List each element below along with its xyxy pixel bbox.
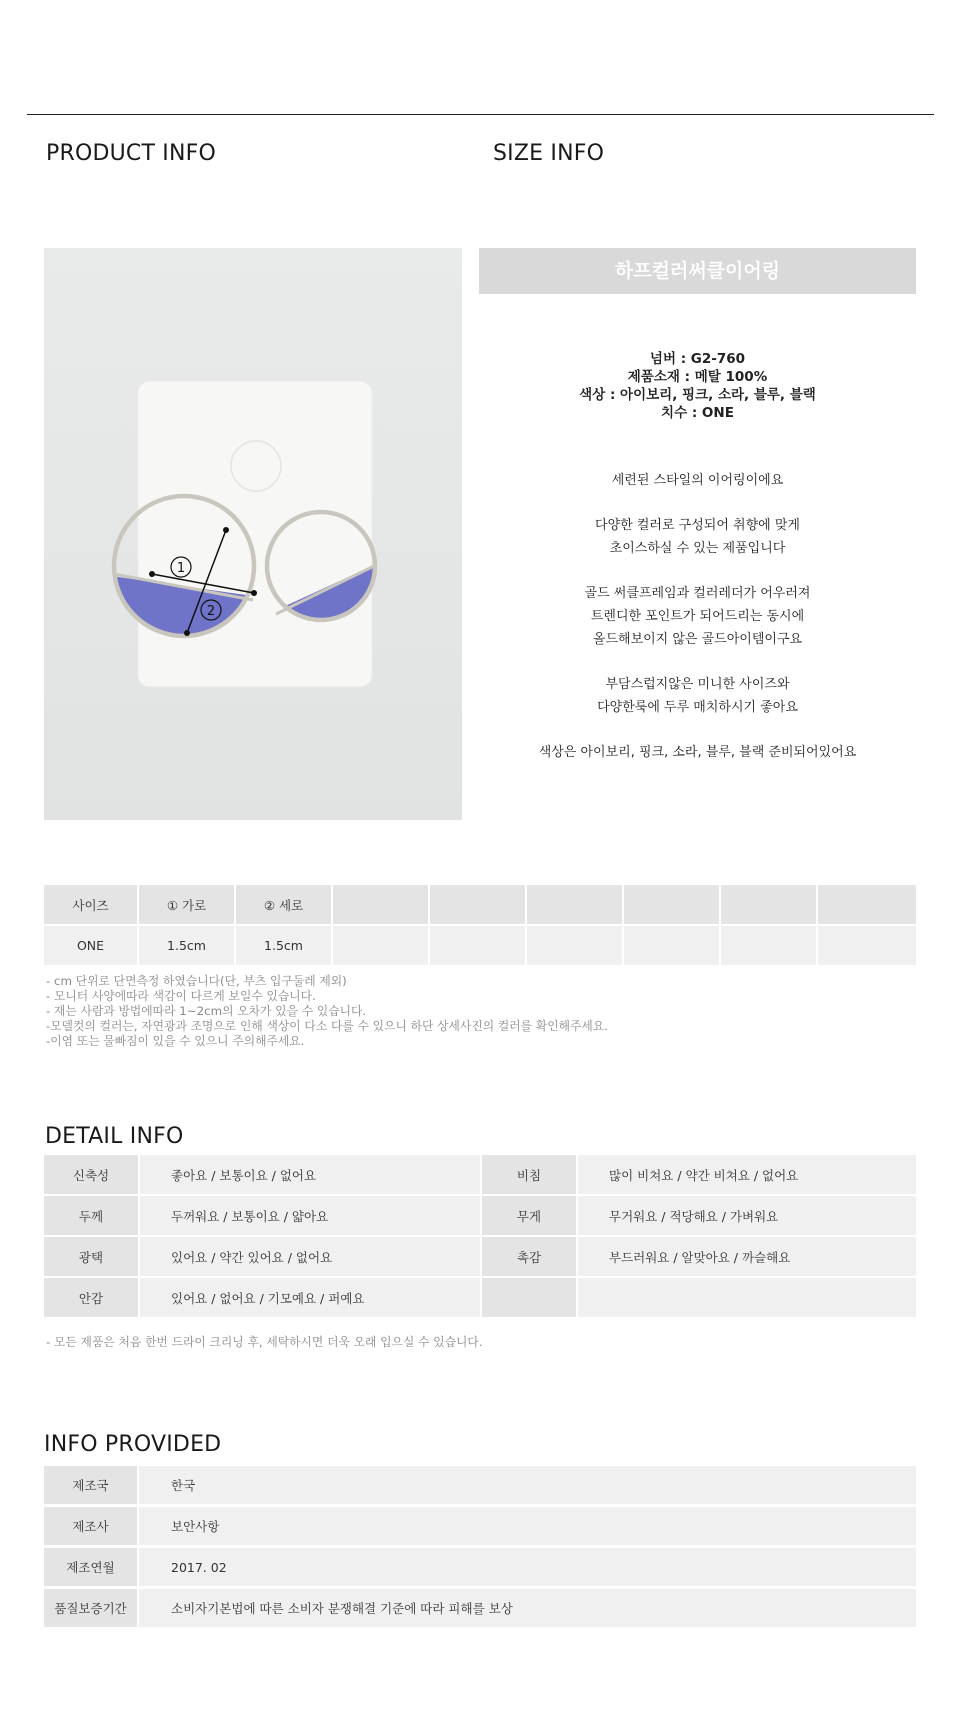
photo-marker-2: 2 <box>206 604 216 619</box>
detail-value: 무거워요 / 적당해요 / 가벼워요 <box>578 1195 916 1236</box>
size-cell: 1.5cm <box>138 925 235 966</box>
size-cell: ONE <box>44 925 138 966</box>
spec-material: 제품소재 : 메탈 100% <box>627 369 768 385</box>
size-header-cell <box>429 885 526 925</box>
detail-value: 부드러워요 / 알맞아요 / 까슬해요 <box>578 1236 916 1277</box>
description-paragraph <box>479 470 916 493</box>
table-row <box>44 1277 916 1318</box>
size-info-heading: SIZE INFO <box>493 141 605 166</box>
size-notes <box>46 974 906 1049</box>
note-line: -이염 또는 물빠짐이 있을 수 있으니 주의해주세요. <box>46 1034 305 1048</box>
description-line: 다양한룩에 두루 매치하시기 좋아요 <box>597 699 798 715</box>
note-line: - 모니터 사양에따라 색감이 다르게 보일수 있습니다. <box>46 989 316 1003</box>
earring-photo-icon <box>44 248 462 820</box>
table-row <box>44 1588 916 1629</box>
info-value: 보안사항 <box>139 1506 916 1547</box>
size-header-cell <box>817 885 916 925</box>
product-description <box>479 470 916 788</box>
table-row <box>44 1155 916 1195</box>
description-paragraph <box>479 742 916 765</box>
size-cell <box>623 925 720 966</box>
detail-key: 신축성 <box>44 1155 138 1195</box>
product-specs <box>479 350 916 422</box>
product-photo <box>44 248 462 820</box>
description-paragraph <box>479 515 916 560</box>
spec-size: 치수 : ONE <box>661 405 734 421</box>
table-row <box>44 1236 916 1277</box>
info-key: 제조국 <box>44 1466 137 1506</box>
table-row <box>44 925 916 966</box>
description-paragraph <box>479 583 916 651</box>
table-row <box>44 1195 916 1236</box>
size-cell <box>720 925 817 966</box>
info-table <box>44 1466 916 1630</box>
note-line: - cm 단위로 단면측정 하였습니다(단, 부츠 입구둘레 제외) <box>46 974 347 988</box>
size-cell <box>429 925 526 966</box>
size-header-cell: 사이즈 <box>44 885 138 925</box>
description-line: 트렌디한 포인트가 되어드리는 동시에 <box>590 609 805 625</box>
size-cell <box>332 925 429 966</box>
detail-key: 광택 <box>44 1236 138 1277</box>
detail-value: 있어요 / 없어요 / 기모예요 / 퍼예요 <box>140 1277 480 1318</box>
description-line: 색상은 아이보리, 핑크, 소라, 블루, 블랙 준비되어있어요 <box>538 745 857 761</box>
care-note: - 모든 제품은 처음 한번 드라이 크리닝 후, 세탁하시면 더욱 오래 입으실 수 있습니다. <box>46 1335 483 1349</box>
info-key: 제조사 <box>44 1506 137 1547</box>
detail-key <box>482 1277 576 1318</box>
size-header-cell <box>332 885 429 925</box>
description-line: 올드해보이지 않은 골드아이템이구요 <box>592 631 803 647</box>
size-cell: 1.5cm <box>235 925 332 966</box>
description-paragraph <box>479 674 916 719</box>
info-value: 2017. 02 <box>139 1547 916 1588</box>
info-key: 제조연월 <box>44 1547 137 1588</box>
detail-value: 많이 비쳐요 / 약간 비쳐요 / 없어요 <box>578 1155 916 1195</box>
note-line: -모델컷의 컬러는, 자연광과 조명으로 인해 색상이 다소 다를 수 있으니 하단 상세사진의 컬러를 확인해주세요. <box>46 1019 608 1033</box>
table-row <box>44 1547 916 1588</box>
size-table <box>44 885 916 967</box>
size-table-header <box>44 885 916 925</box>
description-line: 다양한 컬러로 구성되어 취향에 맞게 <box>595 518 800 534</box>
info-key: 품질보증기간 <box>44 1588 137 1629</box>
description-line: 골드 써클프레임과 컬러레더가 어우러져 <box>584 586 811 602</box>
size-header-cell <box>623 885 720 925</box>
table-row <box>44 1506 916 1547</box>
size-header-cell: ① 가로 <box>138 885 235 925</box>
spec-colors: 색상 : 아이보리, 핑크, 소라, 블루, 블랙 <box>579 387 816 403</box>
detail-key: 무게 <box>482 1195 576 1236</box>
detail-value: 좋아요 / 보통이요 / 없어요 <box>140 1155 480 1195</box>
top-divider <box>27 114 934 115</box>
detail-key: 비침 <box>482 1155 576 1195</box>
product-name-bar: 하프컬러써클이어링 <box>479 248 916 294</box>
detail-table <box>44 1155 916 1319</box>
info-value: 한국 <box>139 1466 916 1506</box>
detail-key: 안감 <box>44 1277 138 1318</box>
size-header-cell: ② 세로 <box>235 885 332 925</box>
note-line: - 재는 사람과 방법에따라 1~2cm의 오차가 있을 수 있습니다. <box>46 1004 367 1018</box>
description-line: 세련된 스타일의 이어링이에요 <box>611 473 784 488</box>
size-cell <box>817 925 916 966</box>
spec-number: 넘버 : G2-760 <box>649 351 746 367</box>
info-provided-heading: INFO PROVIDED <box>44 1432 222 1457</box>
table-row <box>44 1466 916 1506</box>
info-value: 소비자기본법에 따른 소비자 분쟁해결 기준에 따라 피해를 보상 <box>139 1588 916 1629</box>
description-line: 부담스럽지않은 미니한 사이즈와 <box>605 677 790 693</box>
size-cell <box>526 925 623 966</box>
detail-key: 두께 <box>44 1195 138 1236</box>
detail-value: 두꺼워요 / 보통이요 / 얇아요 <box>140 1195 480 1236</box>
size-header-cell <box>526 885 623 925</box>
detail-value: 있어요 / 약간 있어요 / 없어요 <box>140 1236 480 1277</box>
detail-key: 촉감 <box>482 1236 576 1277</box>
detail-value <box>578 1277 916 1318</box>
product-info-heading: PRODUCT INFO <box>46 141 217 166</box>
photo-marker-1: 1 <box>176 561 186 576</box>
size-header-cell <box>720 885 817 925</box>
detail-info-heading: DETAIL INFO <box>45 1124 184 1149</box>
description-line: 초이스하실 수 있는 제품입니다 <box>609 541 786 557</box>
